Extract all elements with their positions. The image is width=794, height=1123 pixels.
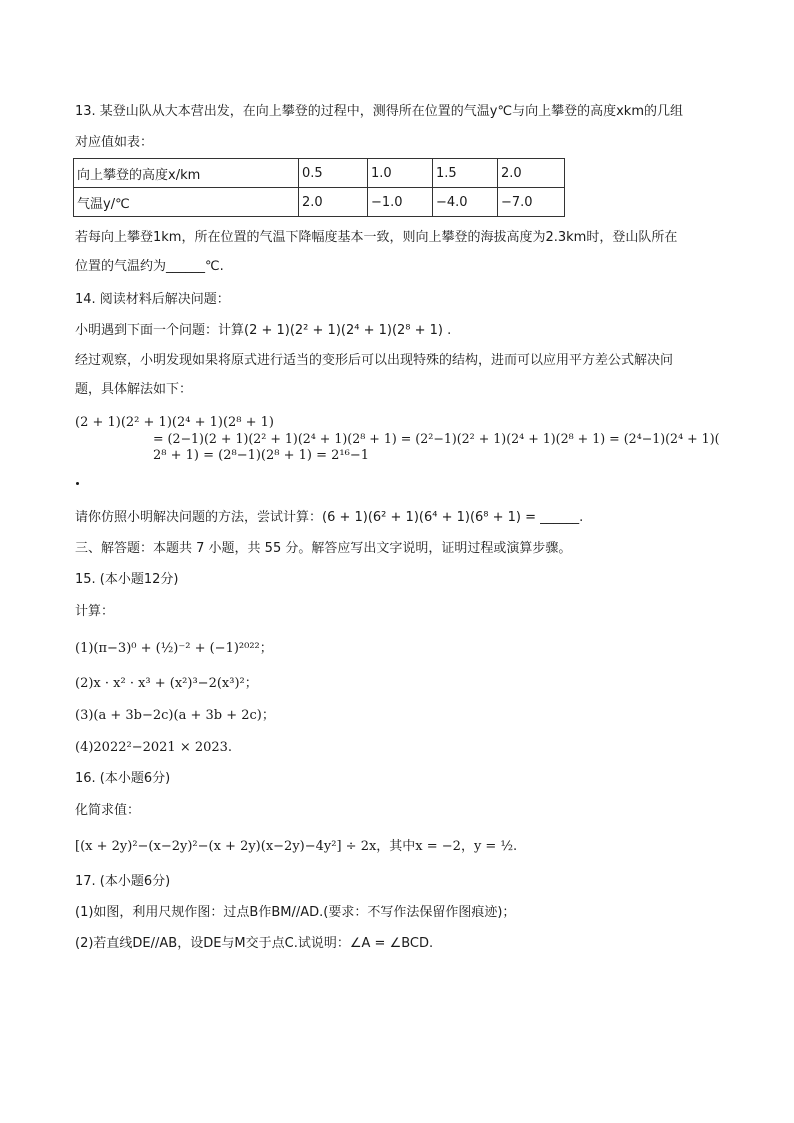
table-cell: −7.0: [498, 188, 565, 217]
q15-part1: (1)(π−3)⁰ + (½)⁻² + (−1)²⁰²²；: [75, 641, 273, 656]
q15-part2: (2)x · x² · x³ + (x²)³−2(x³)²；: [75, 676, 258, 691]
q14-line1: 14. 阅读材料后解决问题：: [75, 292, 230, 307]
q16-title: 16. (本小题6分): [75, 771, 171, 786]
table-cell: −4.0: [433, 188, 498, 217]
table-cell: 1.5: [433, 159, 498, 188]
q16-intro: 化简求值：: [75, 803, 141, 818]
q14-line4: 题，具体解法如下：: [75, 382, 193, 397]
q14-solution-line2: = (2−1)(2 + 1)(2² + 1)(2⁴ + 1)(2⁸ + 1) = (2²−1)(2² + 1)(2⁴ + 1)(2⁸ + 1) = (2⁴−1)(2⁴ + 1)(: [153, 431, 720, 446]
table-cell: 2.0: [299, 188, 368, 217]
section-3-heading: 三、解答题：本题共 7 小题，共 55 分。解答应写出文字说明，证明过程或演算步骤。: [75, 541, 572, 556]
q15-intro: 计算：: [75, 604, 115, 619]
q14-solution-line3: 2⁸ + 1) = (2⁸−1)(2⁸ + 1) = 2¹⁶−1: [153, 448, 369, 463]
table-cell: 向上攀登的高度x/km: [74, 159, 299, 188]
q16-expression: [(x + 2y)²−(x−2y)²−(x + 2y)(x−2y)−4y²] ÷ 2x，其中x = −2，y = ½.: [75, 839, 518, 854]
q14-solution-line1: (2 + 1)(2² + 1)(2⁴ + 1)(2⁸ + 1): [75, 415, 275, 430]
q17-title: 17. (本小题6分): [75, 874, 171, 889]
q13-line3: 若每向上攀登1km，所在位置的气温下降幅度基本一致，则向上攀登的海拔高度为2.3km时，登山队所在: [75, 230, 678, 245]
q17-part2: (2)若直线DE//AB，设DE与M交于点C.试说明：∠A = ∠BCD.: [75, 936, 434, 951]
q14-line2: 小明遇到下面一个问题：计算(2 + 1)(2² + 1)(2⁴ + 1)(2⁸ + 1) .: [75, 323, 452, 338]
period-dot: [76, 482, 79, 485]
q14-line3: 经过观察，小明发现如果将原式进行适当的变形后可以出现特殊的结构，进而可以应用平方差公式解决问: [75, 353, 674, 368]
q15-part3: (3)(a + 3b−2c)(a + 3b + 2c)；: [75, 708, 275, 723]
q13-table: [73, 158, 565, 217]
q13-line2: 对应值如表：: [75, 135, 154, 150]
table-row: [74, 188, 565, 217]
q15-part4: (4)2022²−2021 × 2023.: [75, 740, 233, 755]
q17-part1: (1)如图，利用尺规作图：过点B作BM//AD.(要求：不写作法保留作图痕迹)；: [75, 905, 516, 920]
q13-line4: 位置的气温约为______℃.: [75, 259, 224, 274]
q13-line1: 13. 某登山队从大本营出发，在向上攀登的过程中，测得所在位置的气温y℃与向上攀登的高度xkm的几组: [75, 104, 683, 119]
q15-title: 15. (本小题12分): [75, 572, 179, 587]
table-cell: 0.5: [299, 159, 368, 188]
table-cell: 气温y/℃: [74, 188, 299, 217]
table-row: [74, 159, 565, 188]
q14-line5: 请你仿照小明解决问题的方法，尝试计算：(6 + 1)(6² + 1)(6⁴ + 1)(6⁸ + 1) = ______.: [75, 510, 584, 525]
table-cell: 2.0: [498, 159, 565, 188]
table-cell: 1.0: [368, 159, 433, 188]
table-cell: −1.0: [368, 188, 433, 217]
